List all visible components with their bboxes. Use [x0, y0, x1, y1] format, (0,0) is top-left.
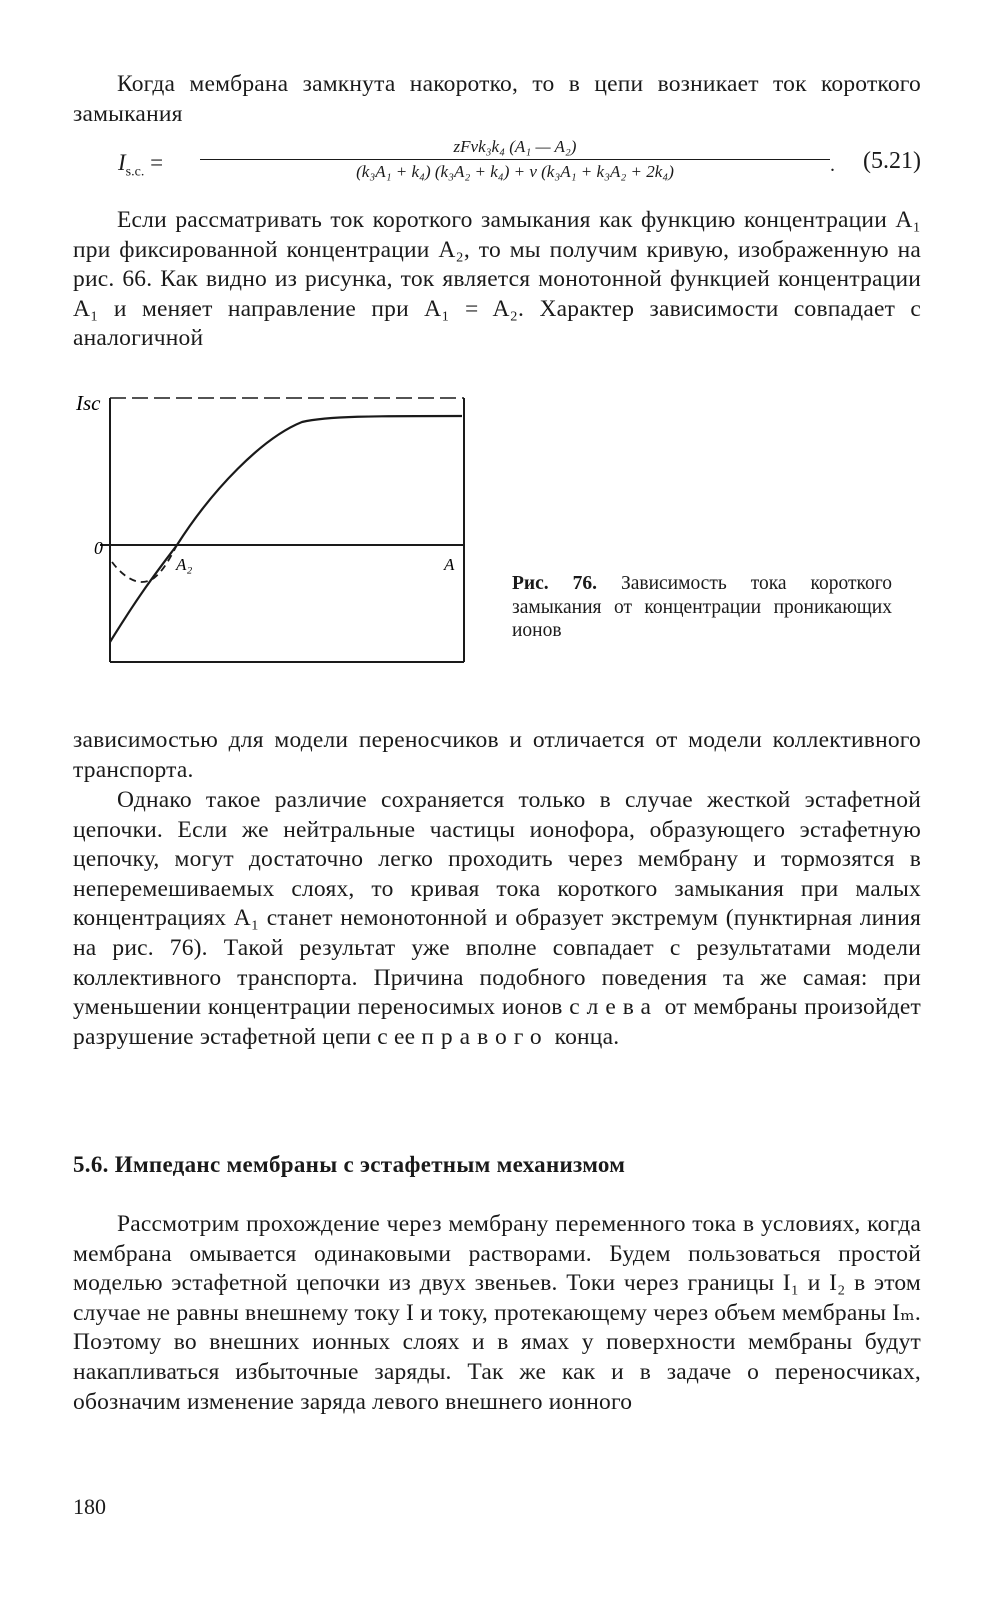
equation-period: .: [830, 154, 835, 176]
figure-caption: [512, 572, 892, 643]
caption-text: Зависимость тока короткого замыкания от концентрации проникающих ионов: [512, 573, 892, 641]
fraction-bar: [200, 159, 830, 160]
spaced-word-right: правого: [421, 1023, 549, 1050]
equation-5-21: [118, 136, 921, 194]
section-heading: 5.6. Импеданс мембраны с эстафетным механизмом: [73, 1152, 626, 1177]
page-number: 180: [73, 1494, 106, 1519]
figure-76: [72, 380, 492, 670]
dashed-curve: [112, 545, 177, 582]
equation-number: (5.21): [863, 148, 921, 174]
equation-numerator: zFνk₃k₄ (A₁ — A₂): [453, 137, 577, 156]
solid-curve: [110, 416, 462, 642]
paragraph-description: Если рассматривать ток короткого замыкания как функцию концентрации A₁ при фиксированной концентрации A₂, то мы получим кривую, изображенную на рис. 66. Как видно из рисунка, ток является монотонной функцией концентрации A₁ и меняет направление при A₁ = A₂. Характер зависимости совпадает с аналогичной: [73, 207, 921, 352]
figure-a-label: A: [444, 555, 455, 574]
equation-fraction: [200, 136, 830, 183]
figure-a2-label: A₂: [176, 555, 193, 574]
figure-zero-label: 0: [94, 538, 103, 558]
equation-denominator: (k₃A₁ + k₄) (k₃A₂ + k₄) + ν (k₃A₁ + k₃A₂ + 2k₄): [356, 162, 674, 181]
figure-y-label: Isc: [76, 391, 101, 415]
paragraph-discussion: Однако такое различие сохраняется только в случае жесткой эстафетной цепочки. Если же нейтральные частицы ионофора, образующего эстафетную цепочку, могут достаточно легко проходить через мембрану и тормозятся в неперемешиваемых слоях, то кривая тока короткого замыкания при малых концентрациях A₁ станет немонотонной и образует экстремум (пунктирная линия на рис. 76). Такой результат уже вполне совпадает с результатами модели коллективного транспорта. Причина подобного поведения та же самая: при уменьшении концентрации переносимых ионов слева от мембраны произойдет разрушение эстафетной цепи с ее правого конца.: [73, 787, 921, 1050]
equation-lhs: $I_{s.c.}$ =: [118, 150, 164, 180]
paragraph-intro: Когда мембрана замкнута накоротко, то в цепи возникает ток короткого замыкания: [73, 71, 921, 127]
paragraph-impedance: Рассмотрим прохождение через мембрану переменного тока в условиях, когда мембрана омывается одинаковыми растворами. Будем пользоваться простой моделью эстафетной цепочки из двух звеньев. Токи через границы I₁ и I₂ в этом случае не равны внешнему току I и току, протекающему через объем мембраны Iₘ. Поэтому во внешних ионных слоях и в ямах у поверхности мембраны будут накапливаться избыточные заряды. Так же как и в задаче о переносчиках, обозначим изменение заряда левого внешнего ионного: [73, 1211, 921, 1415]
caption-prefix: Рис. 76.: [512, 573, 597, 594]
spaced-word-left: слева: [569, 994, 658, 1021]
paragraph-continuation: зависимостью для модели переносчиков и отличается от модели коллективного транспорта.: [73, 727, 921, 783]
